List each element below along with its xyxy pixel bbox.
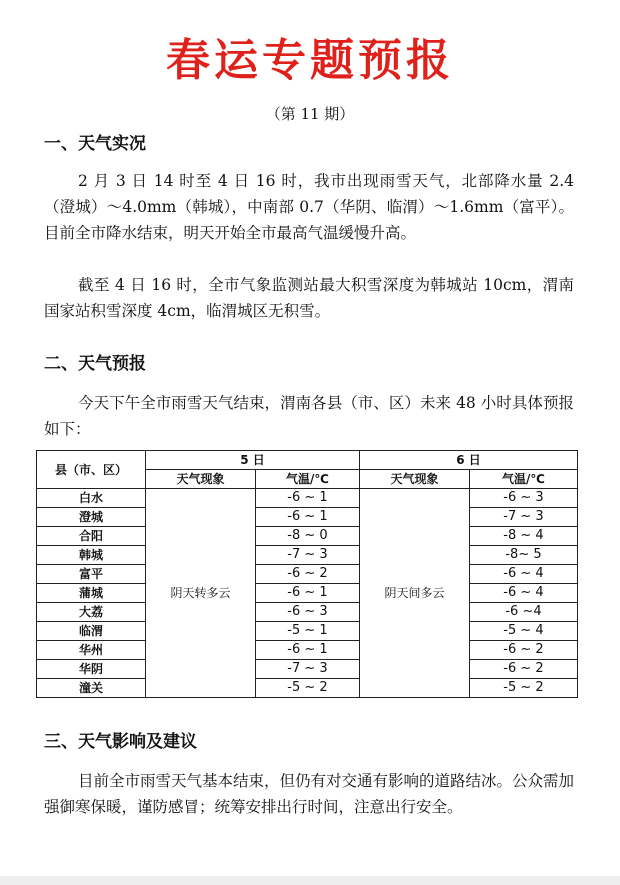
day2-weather-cell: 阴天间多云 [360,489,470,698]
table-row [37,660,578,679]
observation-paragraph-2: 截至 4 日 16 时，全市气象监测站最大积雪深度为韩城站 10cm，渭南国家站积雪深度 4cm，临渭城区无积雪。 [44,276,574,320]
day2-temp-cell: -7 ~ 3 [470,508,578,527]
county-cell: 韩城 [37,546,146,565]
county-cell: 蒲城 [37,584,146,603]
day1-temp-cell: -6 ~ 1 [256,584,360,603]
day1-temp-cell: -7 ~ 3 [256,546,360,565]
county-cell: 富平 [37,565,146,584]
impact-paragraph: 目前全市雨雪天气基本结束，但仍有对交通有影响的道路结冰。公众需加强御寒保暖，谨防感冒；统筹安排出行时间，注意出行安全。 [44,772,575,816]
table-row [37,679,578,698]
section-heading-forecast: 二、天气预报 [44,354,146,374]
page-bottom-edge [0,876,620,885]
forecast-paragraph: 今天下午全市雨雪天气结束，渭南各县（市、区）未来 48 小时具体预报如下： [44,394,574,438]
day2-temp-header: 气温/℃ [470,470,578,489]
day2-temp-cell: -6 ~4 [470,603,578,622]
table-row [37,622,578,641]
section-heading-observation: 一、天气实况 [44,134,146,154]
day2-temp-cell: -6 ~ 3 [470,489,578,508]
observation-paragraph-1: 2 月 3 日 14 时至 4 日 16 时，我市出现雨雪天气，北部降水量 2.4（澄城）～4.0mm（韩城），中南部 0.7（华阴、临渭）～1.6mm（富平）。目前全市降水结束，明天开始全市最高气温缓慢升高。 [44,172,574,242]
day2-temp-cell: -6 ~ 2 [470,641,578,660]
county-cell: 华阴 [37,660,146,679]
day2-header: 6 日 [360,451,578,470]
day2-temp-cell: -6 ~ 4 [470,565,578,584]
county-cell: 合阳 [37,527,146,546]
county-header: 县（市、区） [37,451,146,489]
section-heading-impact: 三、天气影响及建议 [44,732,197,752]
table-row [37,527,578,546]
day1-temp-cell: -6 ~ 1 [256,489,360,508]
table-row [37,603,578,622]
county-cell: 潼关 [37,679,146,698]
day1-weather-header: 天气现象 [146,470,256,489]
day2-temp-cell: -6 ~ 4 [470,584,578,603]
day1-weather-cell: 阴天转多云 [146,489,256,698]
day2-temp-cell: -8 ~ 4 [470,527,578,546]
county-cell: 澄城 [37,508,146,527]
day2-temp-cell: -6 ~ 2 [470,660,578,679]
day1-temp-cell: -6 ~ 3 [256,603,360,622]
day1-header: 5 日 [146,451,360,470]
table-row [37,546,578,565]
forecast-table [36,450,578,698]
county-cell: 大荔 [37,603,146,622]
day1-temp-cell: -6 ~ 1 [256,641,360,660]
day1-temp-cell: -6 ~ 2 [256,565,360,584]
day1-temp-cell: -7 ~ 3 [256,660,360,679]
issue-number: （第 11 期） [265,105,355,123]
day1-temp-cell: -5 ~ 2 [256,679,360,698]
table-row [37,565,578,584]
day1-temp-cell: -8 ~ 0 [256,527,360,546]
county-cell: 白水 [37,489,146,508]
county-cell: 临渭 [37,622,146,641]
table-row [37,584,578,603]
day1-temp-header: 气温/℃ [256,470,360,489]
day2-temp-cell: -8~ 5 [470,546,578,565]
county-cell: 华州 [37,641,146,660]
day2-temp-cell: -5 ~ 2 [470,679,578,698]
day1-temp-cell: -5 ~ 1 [256,622,360,641]
day2-weather-header: 天气现象 [360,470,470,489]
table-row [37,508,578,527]
day2-temp-cell: -5 ~ 4 [470,622,578,641]
document-title: 春运专题预报 [166,35,454,86]
table-row [37,489,578,508]
table-row [37,641,578,660]
day1-temp-cell: -6 ~ 1 [256,508,360,527]
